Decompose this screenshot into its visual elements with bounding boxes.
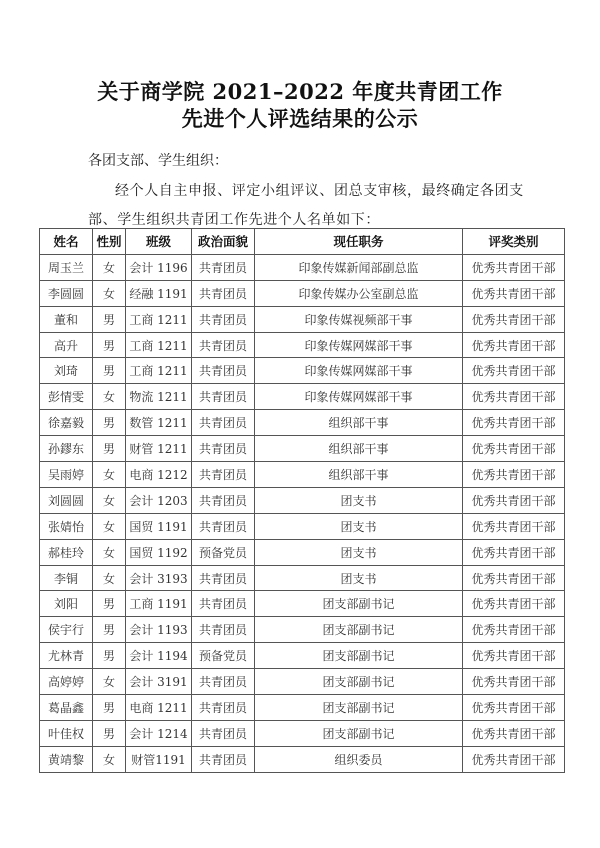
table-row: [40, 746, 565, 772]
table-row: [40, 617, 565, 643]
cell-class: 物流 1211: [126, 384, 192, 410]
cell-position: 团支部副书记: [255, 720, 463, 746]
cell-class: 会计 1214: [126, 720, 192, 746]
cell-class: 数管 1211: [126, 410, 192, 436]
cell-class: 工商 1191: [126, 591, 192, 617]
cell-position: 组织部干事: [255, 462, 463, 488]
cell-political-status: 共青团员: [192, 617, 255, 643]
cell-class: 国贸 1192: [126, 539, 192, 565]
cell-political-status: 共青团员: [192, 384, 255, 410]
cell-political-status: 共青团员: [192, 332, 255, 358]
cell-political-status: 共青团员: [192, 695, 255, 721]
cell-award-category: 优秀共青团干部: [463, 436, 565, 462]
cell-position: 团支书: [255, 539, 463, 565]
cell-position: 组织部干事: [255, 436, 463, 462]
cell-class: 工商 1211: [126, 332, 192, 358]
cell-award-category: 优秀共青团干部: [463, 720, 565, 746]
cell-award-category: 优秀共青团干部: [463, 513, 565, 539]
cell-political-status: 共青团员: [192, 513, 255, 539]
cell-political-status: 共青团员: [192, 306, 255, 332]
table-row: [40, 513, 565, 539]
cell-award-category: 优秀共青团干部: [463, 643, 565, 669]
title-line-2: 先进个人评选结果的公示: [181, 106, 419, 131]
cell-award-category: 优秀共青团干部: [463, 746, 565, 772]
header-gender: 性别: [93, 229, 126, 255]
cell-class: 财管 1211: [126, 436, 192, 462]
cell-political-status: 共青团员: [192, 462, 255, 488]
cell-name: 李圆圆: [40, 280, 93, 306]
cell-class: 会计 3193: [126, 565, 192, 591]
cell-gender: 男: [93, 410, 126, 436]
cell-class: 工商 1211: [126, 358, 192, 384]
header-position: 现任职务: [255, 229, 463, 255]
table-row: [40, 384, 565, 410]
cell-class: 会计 1194: [126, 643, 192, 669]
cell-position: 印象传媒网媒部干事: [255, 332, 463, 358]
cell-political-status: 预备党员: [192, 643, 255, 669]
cell-award-category: 优秀共青团干部: [463, 591, 565, 617]
cell-class: 电商 1211: [126, 695, 192, 721]
cell-award-category: 优秀共青团干部: [463, 332, 565, 358]
cell-gender: 男: [93, 643, 126, 669]
body-text-line-1: 经个人自主申报、评定小组评议、团总支审核，最终确定各团支: [115, 183, 524, 199]
cell-gender: 男: [93, 306, 126, 332]
salutation: 各团支部、学生组织：: [88, 153, 228, 169]
cell-name: 吴雨婷: [40, 462, 93, 488]
cell-position: 团支部副书记: [255, 617, 463, 643]
cell-class: 工商 1211: [126, 306, 192, 332]
cell-political-status: 共青团员: [192, 254, 255, 280]
cell-political-status: 共青团员: [192, 720, 255, 746]
table-row: [40, 410, 565, 436]
cell-position: 团支书: [255, 565, 463, 591]
cell-award-category: 优秀共青团干部: [463, 695, 565, 721]
cell-position: 印象传媒办公室副总监: [255, 280, 463, 306]
table-row: [40, 539, 565, 565]
cell-name: 徐嘉毅: [40, 410, 93, 436]
table-body: [40, 254, 565, 772]
cell-name: 叶佳权: [40, 720, 93, 746]
cell-class: 财管1191: [126, 746, 192, 772]
cell-class: 会计 3191: [126, 669, 192, 695]
cell-award-category: 优秀共青团干部: [463, 617, 565, 643]
table-row: [40, 487, 565, 513]
cell-class: 电商 1212: [126, 462, 192, 488]
header-political-status: 政治面貌: [192, 229, 255, 255]
cell-name: 高升: [40, 332, 93, 358]
cell-name: 高婷婷: [40, 669, 93, 695]
cell-political-status: 共青团员: [192, 487, 255, 513]
cell-award-category: 优秀共青团干部: [463, 565, 565, 591]
cell-award-category: 优秀共青团干部: [463, 487, 565, 513]
cell-award-category: 优秀共青团干部: [463, 669, 565, 695]
cell-political-status: 共青团员: [192, 410, 255, 436]
cell-political-status: 预备党员: [192, 539, 255, 565]
cell-name: 董和: [40, 306, 93, 332]
cell-name: 侯宇行: [40, 617, 93, 643]
cell-political-status: 共青团员: [192, 591, 255, 617]
award-list-table: [39, 228, 565, 773]
cell-political-status: 共青团员: [192, 565, 255, 591]
cell-class: 会计 1196: [126, 254, 192, 280]
title-line-1: 关于商学院 2021–2022 年度共青团工作: [97, 79, 503, 104]
cell-gender: 男: [93, 591, 126, 617]
cell-award-category: 优秀共青团干部: [463, 280, 565, 306]
header-name: 姓名: [40, 229, 93, 255]
table-row: [40, 358, 565, 384]
cell-political-status: 共青团员: [192, 436, 255, 462]
table-header-row: [40, 229, 565, 255]
header-class: 班级: [126, 229, 192, 255]
cell-class: 会计 1203: [126, 487, 192, 513]
cell-gender: 女: [93, 254, 126, 280]
cell-name: 刘阳: [40, 591, 93, 617]
table-row: [40, 565, 565, 591]
cell-award-category: 优秀共青团干部: [463, 254, 565, 280]
cell-award-category: 优秀共青团干部: [463, 410, 565, 436]
cell-name: 郝桂玲: [40, 539, 93, 565]
table-row: [40, 280, 565, 306]
cell-name: 张婧怡: [40, 513, 93, 539]
cell-position: 团支书: [255, 487, 463, 513]
cell-gender: 男: [93, 436, 126, 462]
table-row: [40, 643, 565, 669]
cell-position: 组织委员: [255, 746, 463, 772]
cell-name: 黄靖黎: [40, 746, 93, 772]
cell-gender: 男: [93, 617, 126, 643]
cell-name: 刘琦: [40, 358, 93, 384]
cell-class: 国贸 1191: [126, 513, 192, 539]
cell-name: 孙鏐东: [40, 436, 93, 462]
cell-gender: 女: [93, 487, 126, 513]
cell-name: 李铜: [40, 565, 93, 591]
table-row: [40, 695, 565, 721]
cell-gender: 女: [93, 280, 126, 306]
cell-name: 葛晶鑫: [40, 695, 93, 721]
table-row: [40, 436, 565, 462]
cell-class: 经融 1191: [126, 280, 192, 306]
cell-gender: 女: [93, 565, 126, 591]
cell-political-status: 共青团员: [192, 358, 255, 384]
body-text-line-2: 部、学生组织共青团工作先进个人名单如下：: [88, 212, 380, 228]
table-row: [40, 669, 565, 695]
cell-gender: 男: [93, 358, 126, 384]
cell-position: 团支部副书记: [255, 643, 463, 669]
cell-position: 团支书: [255, 513, 463, 539]
cell-political-status: 共青团员: [192, 280, 255, 306]
cell-award-category: 优秀共青团干部: [463, 384, 565, 410]
cell-position: 印象传媒视频部干事: [255, 306, 463, 332]
header-award-category: 评奖类别: [463, 229, 565, 255]
cell-gender: 女: [93, 513, 126, 539]
cell-name: 周玉兰: [40, 254, 93, 280]
cell-gender: 女: [93, 669, 126, 695]
cell-name: 尤林青: [40, 643, 93, 669]
cell-gender: 男: [93, 695, 126, 721]
cell-name: 彭情雯: [40, 384, 93, 410]
cell-name: 刘圆圆: [40, 487, 93, 513]
table-row: [40, 591, 565, 617]
table-row: [40, 306, 565, 332]
table-row: [40, 254, 565, 280]
cell-class: 会计 1193: [126, 617, 192, 643]
table-row: [40, 462, 565, 488]
cell-position: 团支部副书记: [255, 669, 463, 695]
cell-gender: 女: [93, 384, 126, 410]
cell-position: 团支部副书记: [255, 591, 463, 617]
cell-gender: 女: [93, 539, 126, 565]
cell-gender: 女: [93, 746, 126, 772]
cell-gender: 男: [93, 332, 126, 358]
cell-position: 印象传媒网媒部干事: [255, 384, 463, 410]
cell-political-status: 共青团员: [192, 669, 255, 695]
cell-political-status: 共青团员: [192, 746, 255, 772]
cell-award-category: 优秀共青团干部: [463, 462, 565, 488]
cell-position: 印象传媒新闻部副总监: [255, 254, 463, 280]
cell-position: 团支部副书记: [255, 695, 463, 721]
cell-position: 组织部干事: [255, 410, 463, 436]
cell-award-category: 优秀共青团干部: [463, 539, 565, 565]
table-row: [40, 332, 565, 358]
cell-award-category: 优秀共青团干部: [463, 358, 565, 384]
cell-gender: 女: [93, 462, 126, 488]
cell-position: 印象传媒网媒部干事: [255, 358, 463, 384]
cell-gender: 男: [93, 720, 126, 746]
cell-award-category: 优秀共青团干部: [463, 306, 565, 332]
table-row: [40, 720, 565, 746]
